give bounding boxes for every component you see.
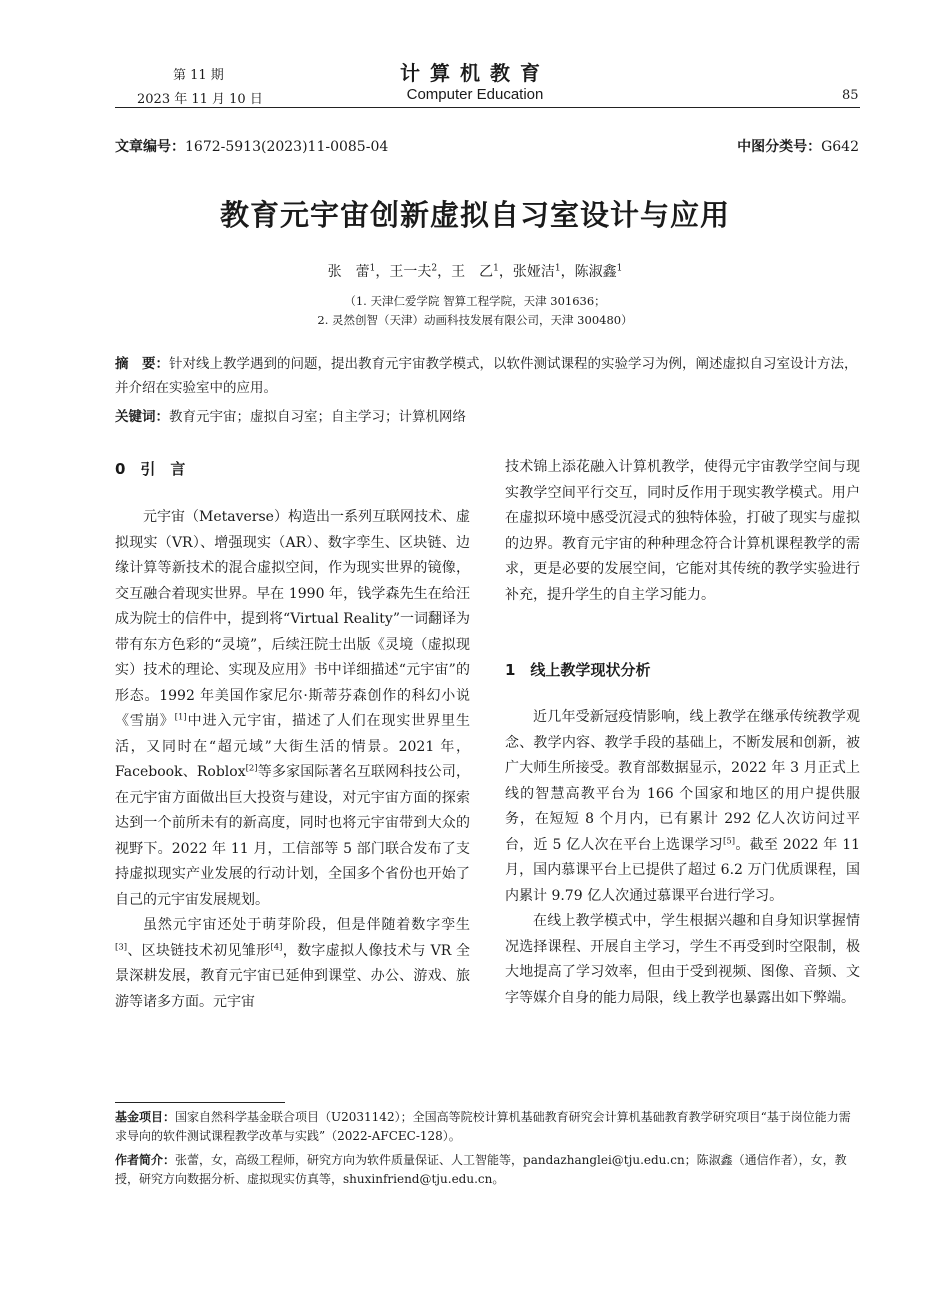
article-number-value: 1672-5913(2023)11-0085-04	[185, 139, 389, 155]
clc-number	[737, 136, 859, 156]
body-right-column-bottom	[505, 705, 860, 1011]
article-number	[115, 136, 388, 156]
author-bio-text: 张蕾，女，高级工程师，研究方向为软件质量保证、人工智能等，pandazhanglei@tju.edu.cn；陈淑鑫（通信作者），女，教授，研究方向数据分析、虚拟现实仿真等，shuxinfriend@tju.edu.cn。	[115, 1153, 847, 1186]
clc-label: 中图分类号：	[737, 139, 822, 155]
paper-title: 教育元宇宙创新虚拟自习室设计与应用	[219, 198, 730, 232]
issue-date: 2023 年 11 月 10 日	[137, 92, 263, 107]
keywords	[115, 405, 860, 425]
body-paragraph	[115, 913, 470, 1015]
page-number: 85	[842, 88, 859, 103]
author-affiliation-mark: 1	[616, 263, 623, 274]
body-text: 等多家国际著名互联网科技公司，在元宇宙方面做出巨大投资与建设，对元宇宙方面的探索达到一个前所未有的新高度，同时也将元宇宙带到大众的视野下。2022 年 11 月，工信部等 5 部门联合发布了支持虚拟现实产业发展的行动计划，全国多个省份也开始了自己的元宇宙发展规划。	[115, 764, 470, 908]
author-affiliation-mark: 2	[431, 263, 438, 274]
body-text: 中进入元宇宙，描述了人们在现实世界里生活，又同时在“超元域”大街生活的情景。2021 年，Facebook、Roblox	[115, 713, 471, 780]
author-name: 王 乙	[451, 264, 494, 280]
citation-ref[interactable]: [2]	[245, 763, 258, 774]
funding-text: 国家自然科学基金联合项目（U2031142）；全国高等院校计算机基础教育研究会计算机基础教育教学研究项目“基于岗位能力需求导向的软件测试课程教学改革与实践”（2022-AFCEC-128）。	[115, 1110, 851, 1143]
citation-ref[interactable]: [5]	[723, 835, 736, 846]
body-text: ，数字虚拟人像技术与 VR 全景深耕发展，教育元宇宙已延伸到课堂、办公、游戏、旅游等诸多方面。元宇宙	[115, 942, 470, 1010]
citation-ref[interactable]: [3]	[115, 941, 128, 952]
author-bio-footnote	[115, 1151, 860, 1189]
abstract-label: 摘 要：	[115, 356, 169, 372]
header-rule	[115, 107, 860, 108]
body-left-column	[115, 505, 470, 1015]
journal-title-cn: 计算机教育	[400, 61, 550, 85]
author-affiliation-mark: 1	[369, 263, 376, 274]
body-paragraph-continued: 技术锦上添花融入计算机教学，使得元宇宙教学空间与现实教学空间平行交互，同时反作用于现实教学模式。用户在虚拟环境中感受沉浸式的独特体验，打破了现实与虚拟的边界。教育元宇宙的种种理念符合计算机课程教学的需求，更是必要的发展空间，它能对其传统的教学实验进行补充，提升学生的自主学习能力。	[505, 459, 860, 603]
funding-footnote	[115, 1108, 860, 1146]
author-bio-label: 作者简介：	[115, 1153, 176, 1167]
footnote-rule	[115, 1102, 285, 1103]
body-text: 虽然元宇宙还处于萌芽阶段，但是伴随着数字孪生	[143, 917, 470, 933]
body-paragraph: 在线上教学模式中，学生根据兴趣和自身知识掌握情况选择课程、开展自主学习，学生不再受到时空限制，极大地提高了学习效率，但由于受到视频、图像、音频、文字等媒介自身的能力局限，线上教学也暴露出如下弊端。	[505, 913, 860, 1006]
body-text: 。截至 2022 年 11 月，国内慕课平台上已提供了超过 6.2 万门优质课程，国内累计 9.79 亿人次通过慕课平台进行学习。	[505, 836, 861, 904]
body-paragraph	[505, 705, 860, 909]
author-name: 王一夫	[389, 264, 432, 280]
citation-ref[interactable]: [4]	[270, 941, 283, 952]
author-list: 张 蕾$^1$，王一夫$^2$，王 乙$^1$，张娅洁$^1$，陈淑鑫$^1$	[327, 263, 623, 280]
author-affiliation-mark: 1	[493, 263, 499, 274]
body-paragraph	[115, 505, 470, 913]
affiliation-1: （1. 天津仁爱学院 智算工程学院，天津 301636；	[344, 294, 606, 308]
article-number-label: 文章编号：	[115, 139, 185, 155]
body-text: 、区块链技术初见雏形	[127, 942, 271, 959]
body-text: 元宇宙（Metaverse）构造出一系列互联网技术、虚拟现实（VR）、增强现实（AR）、数字孪生、区块链、边缘计算等新技术的混合虚拟空间，作为现实世界的镜像，交互融合着现实世界。早在 1990 年，钱学森先生在给汪成为院士的信件中，提到将“Virtual Reality”一词翻译为带有东方色彩的“灵境”，后续汪院士出版《灵境（虚拟现实）技术的理论、实现及应用》书中详细描述“元宇宙”的形态。1992 年美国作家尼尔·斯蒂芬森创作的科幻小说《雪崩》	[115, 509, 470, 729]
abstract	[115, 352, 860, 400]
section-heading-intro: 0 引 言	[115, 460, 186, 478]
author-name: 张娅洁	[512, 264, 555, 280]
body-right-column-top	[505, 455, 860, 608]
section-heading-1: 1 线上教学现状分析	[505, 661, 651, 679]
issue-number: 第 11 期	[173, 68, 224, 83]
author-affiliation-mark: 1	[554, 263, 561, 274]
funding-label: 基金项目：	[115, 1110, 176, 1124]
citation-ref[interactable]: [1]	[174, 712, 187, 723]
author-name: 陈淑鑫	[574, 264, 617, 280]
clc-value: G642	[821, 139, 859, 155]
journal-title-en: Computer Education	[406, 86, 544, 103]
author-name: 张 蕾	[327, 264, 370, 280]
body-text: 近几年受新冠疫情影响，线上教学在继承传统教学观念、教学内容、教学手段的基础上，不断发展和创新，被广大师生所接受。教育部数据显示，2022 年 3 月正式上线的智慧高教平台为 166 个国家和地区的用户提供服务，在短短 8 个月内，已有累计 292 亿人次访问过平台，近 5 亿人次在平台上选课学习	[505, 709, 860, 853]
keywords-label: 关键词：	[115, 409, 169, 425]
affiliation-2: 2. 灵然创智（天津）动画科技发展有限公司，天津 300480）	[317, 313, 633, 327]
keywords-text: 教育元宇宙；虚拟自习室；自主学习；计算机网络	[169, 409, 466, 425]
abstract-text: 针对线上教学遇到的问题，提出教育元宇宙教学模式，以软件测试课程的实验学习为例，阐述虚拟自习室设计方法，并介绍在实验室中的应用。	[115, 356, 858, 396]
